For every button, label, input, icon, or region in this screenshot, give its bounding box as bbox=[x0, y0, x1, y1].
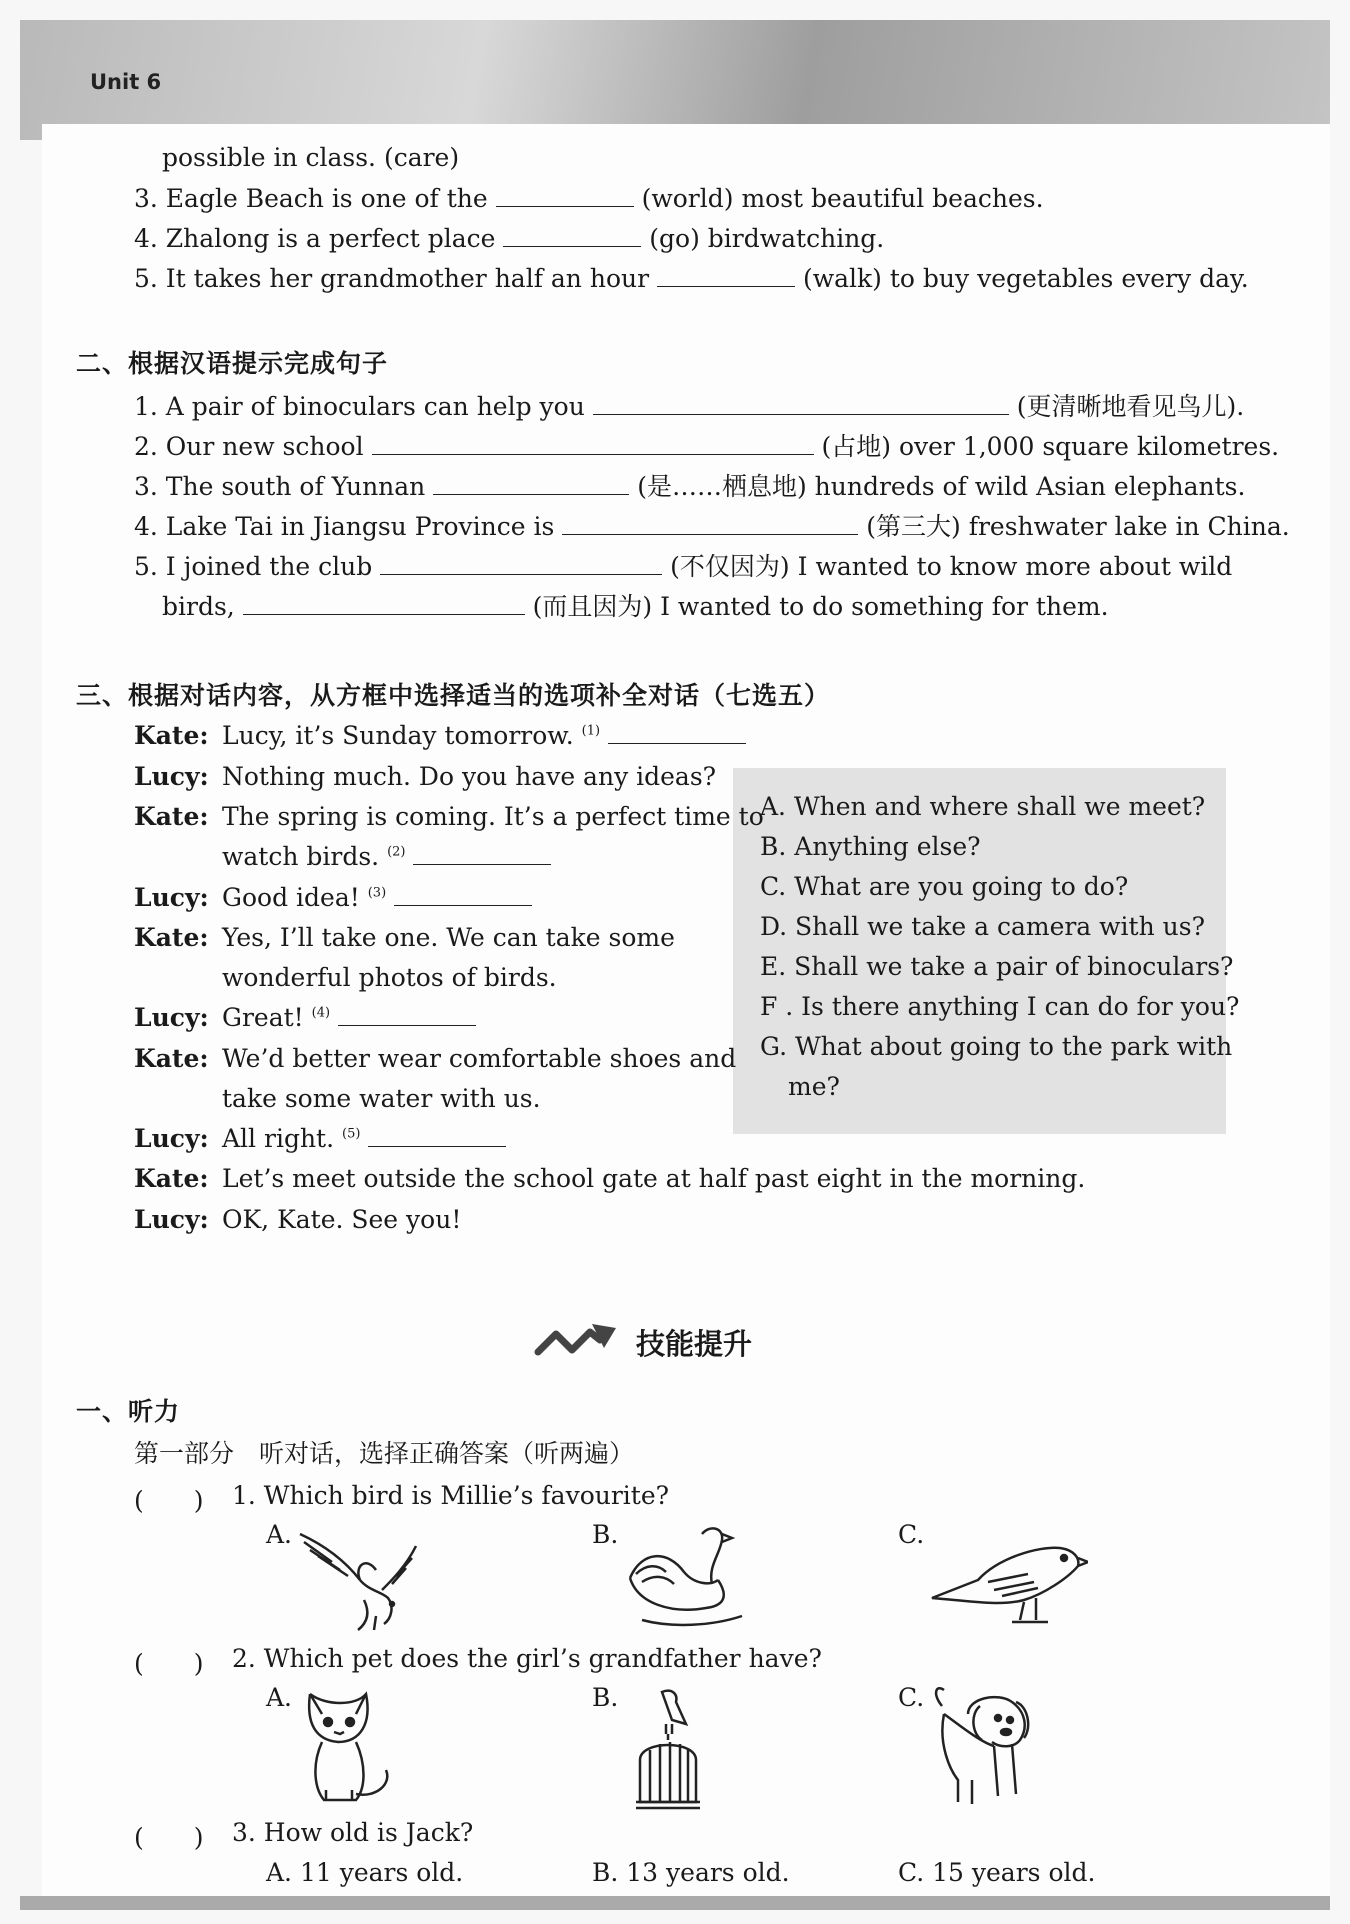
dialogue-text: wonderful photos of birds. bbox=[222, 963, 557, 992]
part2-q2 bbox=[134, 432, 1279, 462]
part2-q1 bbox=[134, 392, 1244, 422]
dialogue-text: Yes, I’ll take one. We can take some bbox=[222, 923, 675, 952]
dialogue-speaker: Lucy: bbox=[134, 1003, 209, 1032]
q2-option-c-label: C. bbox=[898, 1683, 925, 1712]
q4-text-b: (第三大) freshwater lake in China. bbox=[866, 512, 1290, 541]
listening-q2: 2. Which pet does the girl’s grandfather have? bbox=[232, 1644, 822, 1673]
answer-blank[interactable] bbox=[433, 472, 629, 495]
option-item: A. When and where shall we meet? bbox=[760, 792, 1206, 821]
dialogue-text: Good idea! bbox=[222, 883, 360, 912]
q3-text-a: 3. Eagle Beach is one of the bbox=[134, 184, 488, 213]
q4-text-b: (go) birdwatching. bbox=[649, 224, 885, 253]
q1-text-b: (更清晰地看见鸟儿). bbox=[1016, 392, 1245, 421]
q2-text-a: 2. Our new school bbox=[134, 432, 364, 461]
dialogue-line bbox=[222, 1124, 506, 1153]
q5-text-a: 5. It takes her grandmother half an hour bbox=[134, 264, 650, 293]
dialogue-line bbox=[222, 1164, 1085, 1193]
dialogue-speaker: Kate: bbox=[134, 1044, 209, 1073]
dialogue-speaker: Kate: bbox=[134, 923, 209, 952]
dialogue-line bbox=[222, 762, 716, 791]
answer-paren-2[interactable]: ( ) bbox=[134, 1649, 204, 1678]
q1-option-c-label: C. bbox=[898, 1520, 925, 1549]
dialogue-speaker: Lucy: bbox=[134, 1124, 209, 1153]
q4-text-a: 4. Lake Tai in Jiangsu Province is bbox=[134, 512, 555, 541]
sparrow-icon bbox=[928, 1524, 1088, 1632]
part2-title: 二、根据汉语提示完成句子 bbox=[76, 349, 389, 378]
answer-paren-1[interactable]: ( ) bbox=[134, 1486, 204, 1515]
dialogue-line bbox=[222, 923, 675, 952]
q3-text-b: (world) most beautiful beaches. bbox=[641, 184, 1044, 213]
blank-number: (2) bbox=[387, 844, 406, 860]
q3-text-b: (是……栖息地) hundreds of wild Asian elephants. bbox=[637, 472, 1246, 501]
part2-q4 bbox=[134, 512, 1290, 542]
eagle-icon bbox=[296, 1526, 424, 1640]
dialogue-line bbox=[222, 842, 551, 871]
dialogue-text: Great! bbox=[222, 1003, 304, 1032]
q2-text-b: (占地) over 1,000 square kilometres. bbox=[821, 432, 1280, 461]
swan-icon bbox=[622, 1520, 748, 1632]
dialogue-text: Lucy, it’s Sunday tomorrow. bbox=[222, 721, 574, 750]
dialogue-speaker: Lucy: bbox=[134, 762, 209, 791]
dialogue-text: We’d better wear comfortable shoes and bbox=[222, 1044, 737, 1073]
option-item: me? bbox=[788, 1072, 840, 1101]
option-item: G. What about going to the park with bbox=[760, 1032, 1233, 1061]
q5-text-b: (不仅因为) I wanted to know more about wild bbox=[670, 552, 1233, 581]
dialogue-speaker: Lucy: bbox=[134, 1205, 209, 1234]
q3-option-b: B. 13 years old. bbox=[592, 1858, 790, 1887]
q3-option-c: C. 15 years old. bbox=[898, 1858, 1096, 1887]
q3-text-a: 3. The south of Yunnan bbox=[134, 472, 426, 501]
blank-number: (5) bbox=[342, 1126, 361, 1142]
answer-blank[interactable] bbox=[503, 224, 641, 247]
answer-blank[interactable] bbox=[394, 883, 532, 906]
dialogue-text: Let’s meet outside the school gate at half past eight in the morning. bbox=[222, 1164, 1086, 1193]
answer-blank[interactable] bbox=[243, 592, 525, 615]
q2-option-b-label: B. bbox=[592, 1683, 619, 1712]
dialogue-text: OK, Kate. See you! bbox=[222, 1205, 462, 1234]
answer-paren-3[interactable]: ( ) bbox=[134, 1823, 204, 1852]
part1-q5 bbox=[134, 264, 1249, 294]
q5-text-b: (walk) to buy vegetables every day. bbox=[802, 264, 1249, 293]
answer-blank[interactable] bbox=[368, 1124, 506, 1147]
option-item: C. What are you going to do? bbox=[760, 872, 1129, 901]
blank-number: (1) bbox=[581, 723, 601, 739]
unit-label: Unit 6 bbox=[90, 70, 162, 94]
part2-q3 bbox=[134, 472, 1245, 502]
listening-q1: 1. Which bird is Millie’s favourite? bbox=[232, 1481, 670, 1510]
option-item: B. Anything else? bbox=[760, 832, 981, 861]
q5-text-d: (而且因为) I wanted to do something for them. bbox=[532, 592, 1109, 621]
dialogue-text: watch birds. bbox=[222, 842, 380, 871]
answer-blank[interactable] bbox=[593, 392, 1009, 415]
q5-text-c: birds, bbox=[162, 592, 235, 621]
option-item: E. Shall we take a pair of binoculars? bbox=[760, 952, 1234, 981]
blank-number: (3) bbox=[367, 885, 387, 901]
dialogue-line bbox=[222, 802, 764, 831]
q2-option-a-label: A. bbox=[266, 1683, 293, 1712]
listening-part-title: 第一部分 听对话，选择正确答案（听两遍） bbox=[134, 1439, 635, 1468]
header-band bbox=[20, 20, 1330, 140]
trend-arrow-icon bbox=[534, 1322, 618, 1366]
part1-q4 bbox=[134, 224, 884, 254]
skills-title: 技能提升 bbox=[636, 1327, 753, 1361]
birdcage-icon bbox=[628, 1684, 708, 1816]
part2-q5 bbox=[134, 552, 1232, 582]
puppy-icon bbox=[928, 1684, 1038, 1814]
listening-title: 一、听力 bbox=[76, 1397, 181, 1426]
answer-blank[interactable] bbox=[562, 512, 858, 535]
answer-blank[interactable] bbox=[657, 264, 795, 287]
dialogue-line bbox=[222, 1205, 461, 1234]
blank-number: (4) bbox=[311, 1005, 331, 1021]
answer-blank[interactable] bbox=[496, 184, 634, 207]
dialogue-speaker: Kate: bbox=[134, 1164, 209, 1193]
q5-text-a: 5. I joined the club bbox=[134, 552, 373, 581]
kitten-icon bbox=[296, 1684, 396, 1812]
dialogue-text: take some water with us. bbox=[222, 1084, 541, 1113]
option-item: F . Is there anything I can do for you? bbox=[760, 992, 1240, 1021]
q1-option-b-label: B. bbox=[592, 1520, 619, 1549]
dialogue-line bbox=[222, 883, 532, 912]
dialogue-line bbox=[222, 1044, 736, 1073]
part1-line0: possible in class. (care) bbox=[162, 143, 460, 172]
part3-title: 三、根据对话内容，从方框中选择适当的选项补全对话（七选五） bbox=[76, 681, 831, 710]
dialogue-speaker: Kate: bbox=[134, 802, 209, 831]
q4-text-a: 4. Zhalong is a perfect place bbox=[134, 224, 496, 253]
dialogue-line bbox=[222, 963, 557, 992]
answer-blank[interactable] bbox=[372, 432, 814, 455]
bottom-band bbox=[20, 1896, 1330, 1910]
dialogue-line bbox=[222, 1084, 541, 1113]
q1-option-a-label: A. bbox=[266, 1520, 293, 1549]
option-item: D. Shall we take a camera with us? bbox=[760, 912, 1205, 941]
dialogue-speaker: Kate: bbox=[134, 721, 209, 750]
part1-q3 bbox=[134, 184, 1044, 214]
answer-blank[interactable] bbox=[338, 1003, 476, 1026]
dialogue-line bbox=[222, 721, 746, 750]
dialogue-text: All right. bbox=[222, 1124, 335, 1153]
dialogue-speaker: Lucy: bbox=[134, 883, 209, 912]
part2-q5-cont bbox=[162, 592, 1109, 622]
dialogue-text: Nothing much. Do you have any ideas? bbox=[222, 762, 717, 791]
answer-blank[interactable] bbox=[413, 842, 551, 865]
dialogue-text: The spring is coming. It’s a perfect time to bbox=[222, 802, 764, 831]
answer-blank[interactable] bbox=[380, 552, 662, 575]
dialogue-line bbox=[222, 1003, 476, 1032]
q1-text-a: 1. A pair of binoculars can help you bbox=[134, 392, 585, 421]
answer-blank[interactable] bbox=[608, 721, 746, 744]
listening-q3: 3. How old is Jack? bbox=[232, 1818, 474, 1847]
q3-option-a: A. 11 years old. bbox=[266, 1858, 464, 1887]
